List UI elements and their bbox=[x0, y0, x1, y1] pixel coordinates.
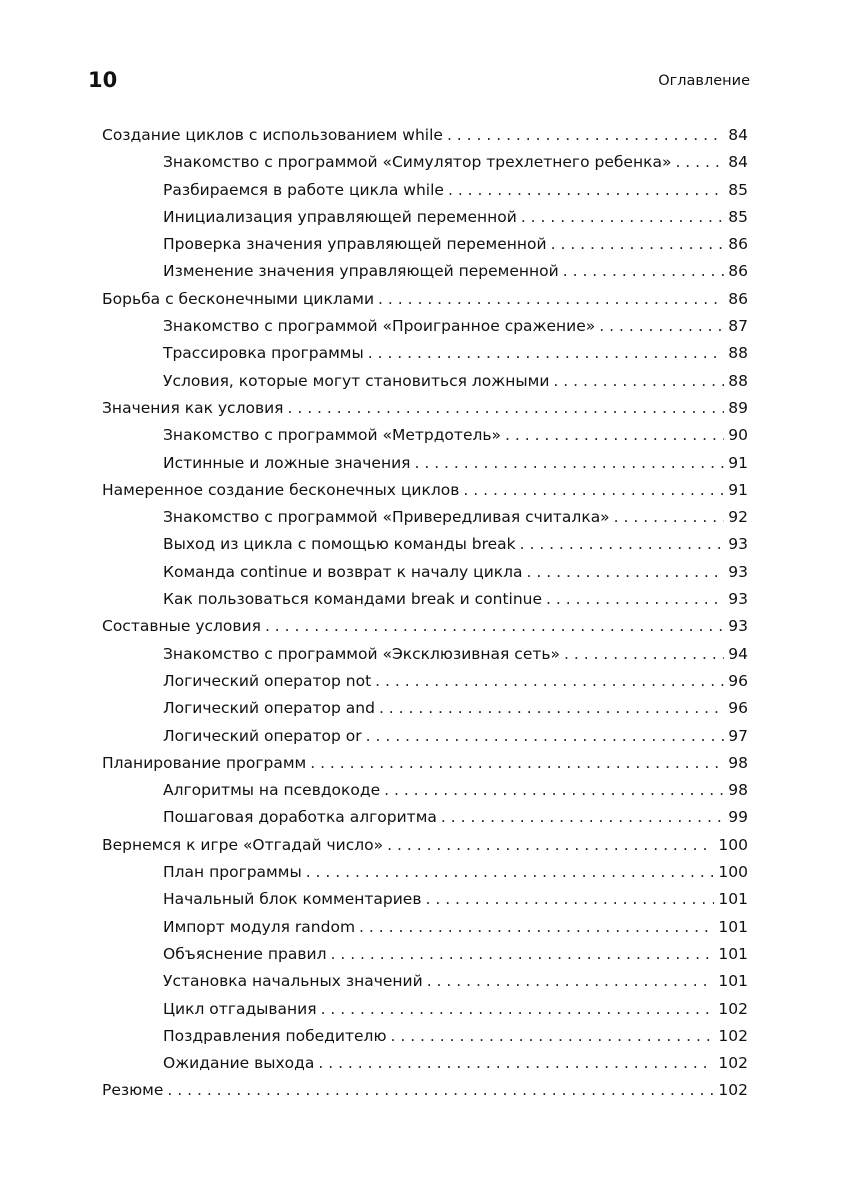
toc-entry-title: Намеренное создание бесконечных циклов bbox=[102, 480, 460, 499]
toc-dot-leader bbox=[553, 368, 724, 395]
toc-entry-page: 92 bbox=[728, 508, 748, 527]
toc-subsection-entry bbox=[102, 914, 748, 941]
toc-entry-page: 97 bbox=[728, 726, 748, 745]
toc-section-entry bbox=[102, 477, 748, 504]
toc-entry-title: Истинные и ложные значения bbox=[163, 453, 411, 472]
toc-subsection-entry bbox=[102, 258, 748, 285]
toc-dot-leader bbox=[366, 723, 725, 750]
toc-subsection-entry bbox=[102, 1023, 748, 1050]
toc-subsection-entry bbox=[102, 422, 748, 449]
toc-entry-title: Составные условия bbox=[102, 617, 261, 636]
toc-entry-page: 84 bbox=[728, 153, 748, 172]
toc-entry-page: 91 bbox=[728, 453, 748, 472]
toc-dot-leader bbox=[614, 504, 725, 531]
toc-entry-title: Инициализация управляющей переменной bbox=[163, 207, 517, 226]
toc-dot-leader bbox=[379, 695, 724, 722]
toc-entry-page: 90 bbox=[728, 426, 748, 445]
toc-entry-page: 102 bbox=[718, 999, 748, 1018]
toc-entry-title: Логический оператор or bbox=[163, 726, 362, 745]
toc-entry-page: 98 bbox=[728, 753, 748, 772]
toc-entry-page: 100 bbox=[718, 835, 748, 854]
toc-entry-page: 96 bbox=[728, 699, 748, 718]
toc-dot-leader bbox=[527, 559, 725, 586]
toc-entry-page: 101 bbox=[718, 944, 748, 963]
toc-entry-page: 84 bbox=[728, 126, 748, 144]
toc-subsection-entry bbox=[102, 504, 748, 531]
toc-entry-page: 88 bbox=[728, 371, 748, 390]
toc-dot-leader bbox=[520, 531, 725, 558]
toc-dot-leader bbox=[384, 777, 724, 804]
toc-entry-title: Знакомство с программой «Симулятор трехлетнего ребенка» bbox=[163, 153, 672, 172]
toc-dot-leader bbox=[546, 586, 724, 613]
running-title: Оглавление bbox=[658, 73, 750, 89]
toc-dot-leader bbox=[306, 859, 715, 886]
toc-entry-title: Знакомство с программой «Эксклюзивная сеть» bbox=[163, 644, 561, 663]
toc-entry-page: 85 bbox=[728, 180, 748, 199]
toc-subsection-entry bbox=[102, 968, 748, 995]
toc-subsection-entry bbox=[102, 668, 748, 695]
toc-entry-page: 85 bbox=[728, 207, 748, 226]
toc-entry-title: Поздравления победителю bbox=[163, 1026, 387, 1045]
toc-entry-title: Знакомство с программой «Привередливая считалка» bbox=[163, 508, 610, 527]
toc-dot-leader bbox=[387, 832, 714, 859]
toc-section-entry bbox=[102, 122, 748, 149]
toc-entry-page: 96 bbox=[728, 671, 748, 690]
toc-subsection-entry bbox=[102, 886, 748, 913]
toc-dot-leader bbox=[318, 1050, 714, 1077]
toc-dot-leader bbox=[441, 804, 724, 831]
toc-entry-title: Ожидание выхода bbox=[163, 1054, 315, 1073]
toc-entry-title: Пошаговая доработка алгоритма bbox=[163, 808, 437, 827]
toc-entry-page: 88 bbox=[728, 344, 748, 363]
table-of-contents bbox=[102, 122, 748, 1105]
toc-dot-leader bbox=[521, 204, 724, 231]
toc-entry-title: Логический оператор and bbox=[163, 699, 375, 718]
toc-subsection-entry bbox=[102, 695, 748, 722]
toc-subsection-entry bbox=[102, 340, 748, 367]
toc-subsection-entry bbox=[102, 177, 748, 204]
toc-subsection-entry bbox=[102, 859, 748, 886]
toc-entry-title: Резюме bbox=[102, 1081, 164, 1100]
toc-entry-title: Знакомство с программой «Проигранное сражение» bbox=[163, 317, 596, 336]
toc-subsection-entry bbox=[102, 313, 748, 340]
toc-entry-page: 86 bbox=[728, 235, 748, 254]
toc-entry-title: Знакомство с программой «Метрдотель» bbox=[163, 426, 502, 445]
toc-entry-page: 94 bbox=[728, 644, 748, 663]
toc-entry-page: 102 bbox=[718, 1026, 748, 1045]
toc-dot-leader bbox=[310, 750, 724, 777]
toc-entry-page: 93 bbox=[728, 617, 748, 636]
toc-section-entry bbox=[102, 613, 748, 640]
toc-dot-leader bbox=[368, 340, 725, 367]
toc-entry-title: Цикл отгадывания bbox=[163, 999, 317, 1018]
toc-entry-title: Планирование программ bbox=[102, 753, 307, 772]
toc-dot-leader bbox=[391, 1023, 715, 1050]
toc-dot-leader bbox=[425, 886, 714, 913]
toc-entry-title: Значения как условия bbox=[102, 398, 284, 417]
toc-entry-page: 86 bbox=[728, 289, 748, 308]
toc-subsection-entry bbox=[102, 586, 748, 613]
toc-entry-title: Объяснение правил bbox=[163, 944, 327, 963]
toc-dot-leader bbox=[675, 149, 724, 176]
toc-entry-title: Импорт модуля random bbox=[163, 917, 356, 936]
toc-entry-page: 87 bbox=[728, 317, 748, 336]
toc-entry-page: 100 bbox=[718, 863, 748, 882]
toc-section-entry bbox=[102, 832, 748, 859]
toc-dot-leader bbox=[448, 177, 724, 204]
toc-section-entry bbox=[102, 1077, 748, 1104]
toc-entry-page: 101 bbox=[718, 890, 748, 909]
toc-section-entry bbox=[102, 395, 748, 422]
toc-subsection-entry bbox=[102, 231, 748, 258]
toc-entry-page: 102 bbox=[718, 1081, 748, 1100]
toc-subsection-entry bbox=[102, 804, 748, 831]
toc-entry-title: Алгоритмы на псевдокоде bbox=[163, 781, 381, 800]
toc-entry-title: Условия, которые могут становиться ложными bbox=[163, 371, 550, 390]
toc-entry-title: Начальный блок комментариев bbox=[163, 890, 422, 909]
page-number: 10 bbox=[88, 68, 118, 92]
toc-entry-page: 89 bbox=[728, 398, 748, 417]
toc-entry-title: Логический оператор not bbox=[163, 671, 372, 690]
toc-entry-page: 99 bbox=[728, 808, 748, 827]
toc-dot-leader bbox=[447, 122, 724, 149]
toc-entry-title: Трассировка программы bbox=[163, 344, 364, 363]
toc-subsection-entry bbox=[102, 204, 748, 231]
toc-entry-page: 102 bbox=[718, 1054, 748, 1073]
toc-subsection-entry bbox=[102, 1050, 748, 1077]
toc-entry-page: 93 bbox=[728, 535, 748, 554]
toc-entry-title: Вернемся к игре «Отгадай число» bbox=[102, 835, 384, 854]
toc-dot-leader bbox=[359, 914, 714, 941]
toc-dot-leader bbox=[599, 313, 724, 340]
toc-entry-title: Как пользоваться командами break и continue bbox=[163, 590, 543, 609]
toc-subsection-entry bbox=[102, 777, 748, 804]
toc-entry-title: План программы bbox=[163, 863, 302, 882]
toc-entry-page: 93 bbox=[728, 590, 748, 609]
toc-dot-leader bbox=[378, 286, 724, 313]
toc-dot-leader bbox=[167, 1077, 714, 1104]
toc-entry-title: Установка начальных значений bbox=[163, 972, 423, 991]
toc-entry-page: 101 bbox=[718, 972, 748, 991]
toc-subsection-entry bbox=[102, 149, 748, 176]
toc-subsection-entry bbox=[102, 450, 748, 477]
toc-dot-leader bbox=[414, 450, 724, 477]
toc-dot-leader bbox=[375, 668, 724, 695]
toc-entry-page: 98 bbox=[728, 781, 748, 800]
toc-section-entry bbox=[102, 286, 748, 313]
toc-dot-leader bbox=[564, 641, 724, 668]
toc-entry-title: Изменение значения управляющей переменной bbox=[163, 262, 559, 281]
toc-entry-title: Команда continue и возврат к началу цикла bbox=[163, 562, 523, 581]
toc-dot-leader bbox=[551, 231, 725, 258]
toc-entry-title: Проверка значения управляющей переменной bbox=[163, 235, 547, 254]
toc-entry-title: Создание циклов с использованием while bbox=[102, 126, 443, 144]
toc-dot-leader bbox=[505, 422, 724, 449]
toc-dot-leader bbox=[288, 395, 725, 422]
toc-entry-title: Выход из цикла с помощью команды break bbox=[163, 535, 516, 554]
toc-subsection-entry bbox=[102, 559, 748, 586]
toc-subsection-entry bbox=[102, 368, 748, 395]
toc-dot-leader bbox=[330, 941, 714, 968]
toc-dot-leader bbox=[463, 477, 724, 504]
toc-entry-page: 86 bbox=[728, 262, 748, 281]
toc-entry-page: 93 bbox=[728, 562, 748, 581]
toc-entry-page: 101 bbox=[718, 917, 748, 936]
toc-dot-leader bbox=[563, 258, 725, 285]
toc-subsection-entry bbox=[102, 531, 748, 558]
toc-dot-leader bbox=[427, 968, 715, 995]
toc-subsection-entry bbox=[102, 941, 748, 968]
toc-subsection-entry bbox=[102, 641, 748, 668]
toc-entry-title: Разбираемся в работе цикла while bbox=[163, 180, 444, 199]
toc-entry-page: 91 bbox=[728, 480, 748, 499]
toc-dot-leader bbox=[265, 613, 724, 640]
toc-entry-title: Борьба с бесконечными циклами bbox=[102, 289, 375, 308]
toc-subsection-entry bbox=[102, 723, 748, 750]
toc-subsection-entry bbox=[102, 996, 748, 1023]
toc-section-entry bbox=[102, 750, 748, 777]
toc-dot-leader bbox=[321, 996, 715, 1023]
